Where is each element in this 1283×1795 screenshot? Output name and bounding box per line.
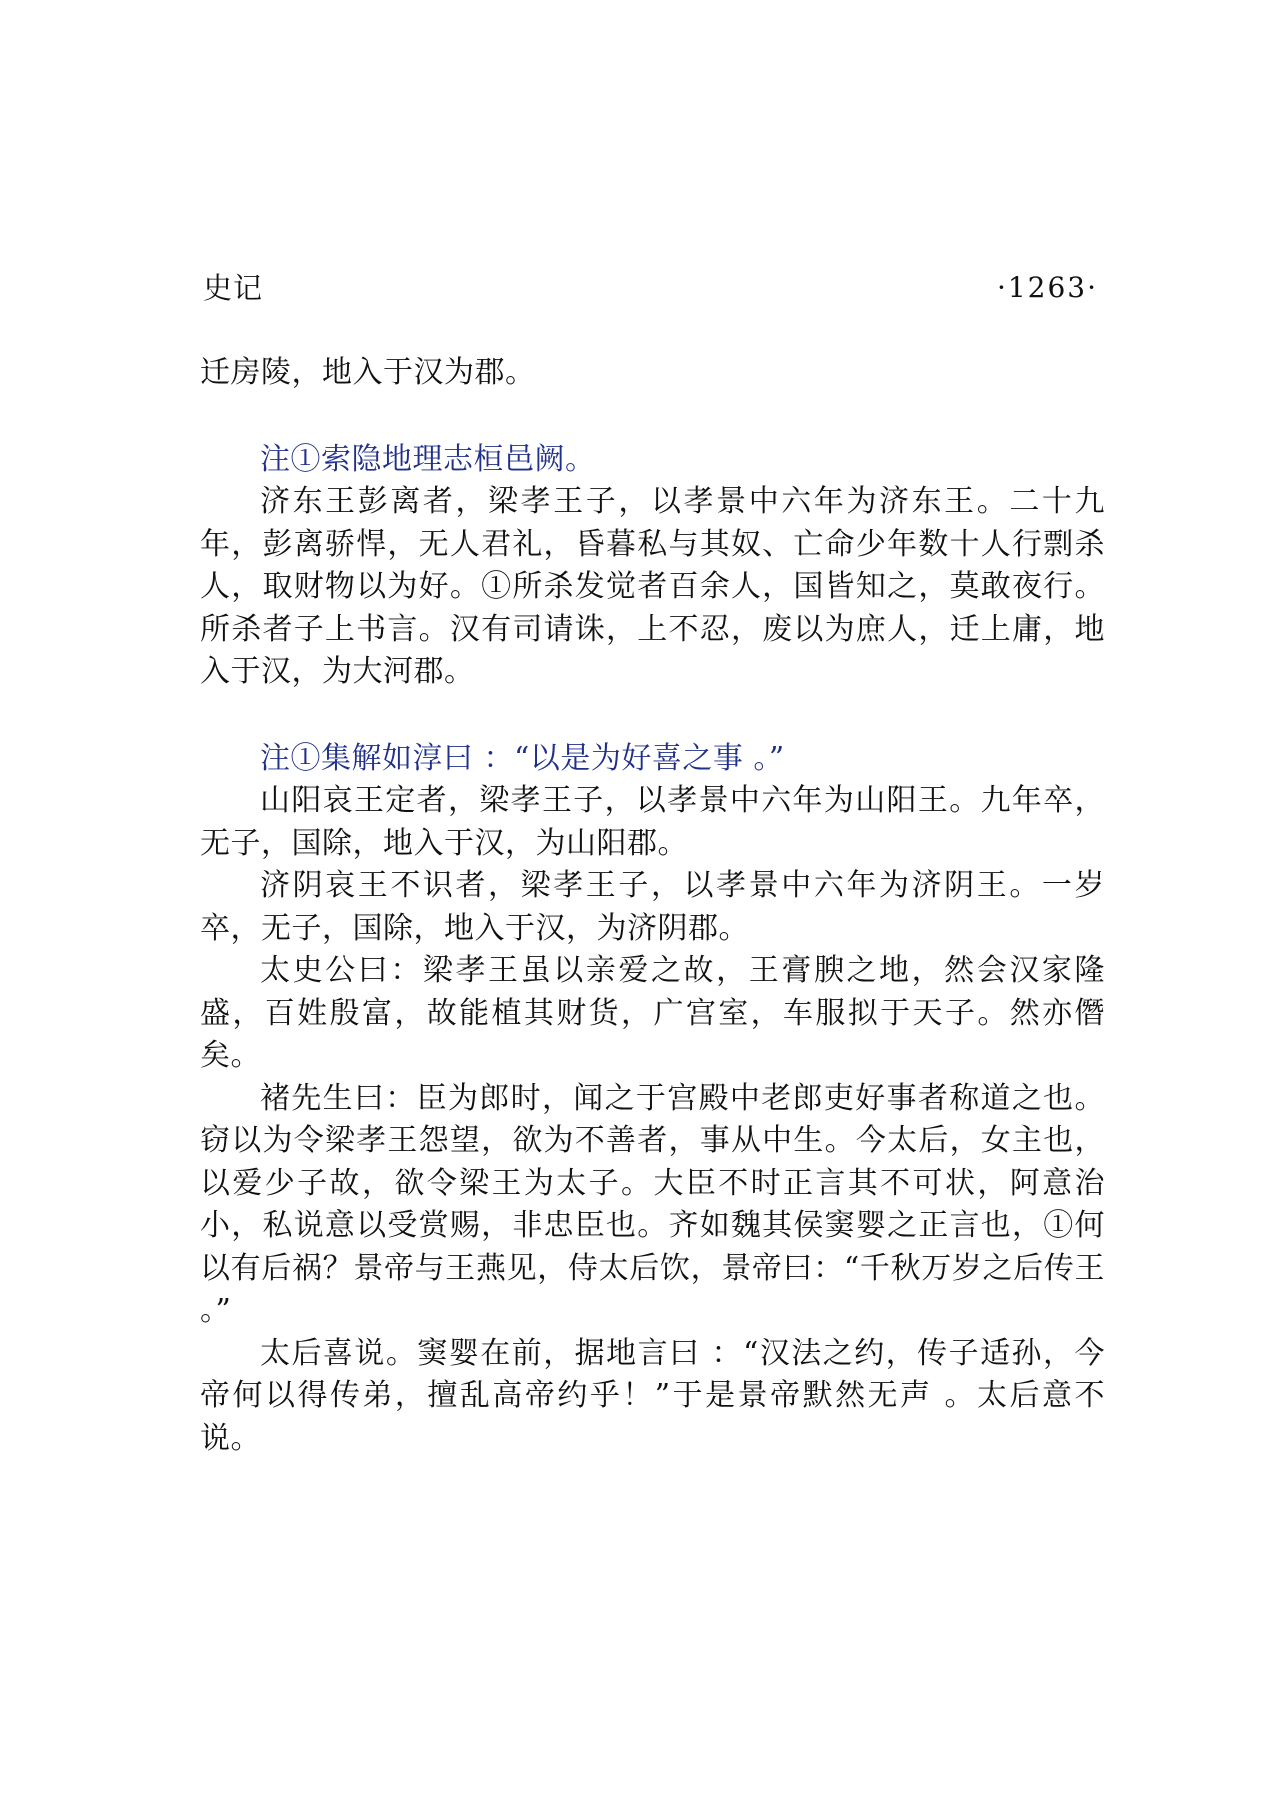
main-text bbox=[200, 352, 1105, 1460]
paragraph: 济东王彭离者，梁孝王子，以孝景中六年为济东王。二十九年，彭离骄悍，无人君礼，昏暮私与其奴、亡命少年数十人行剽杀人，取财物以为好。①所杀发觉者百余人，国皆知之，莫敢夜行。所杀者子上书言。汉有司请诛，上不忍，废以为庶人，迁上庸，地入于汉，为大河郡。 bbox=[200, 484, 1105, 689]
paragraph: 山阳哀王定者，梁孝王子，以孝景中六年为山阳王。九年卒，无子，国除，地入于汉，为山阳郡。 bbox=[200, 783, 1105, 861]
paragraph: 太后喜说。窦婴在前，据地言曰 ：“汉法之约，传子适孙，今帝何以得传弟，擅乱高帝约乎！”于是景帝默然无声 。太后意不说。 bbox=[200, 1335, 1105, 1456]
book-title: 史记 bbox=[203, 271, 264, 305]
paragraph-continuation: 迁房陵，地入于汉为郡。 bbox=[200, 355, 536, 390]
paragraph: 褚先生曰：臣为郎时，闻之于宫殿中老郎吏好事者称道之也。窃以为令梁孝王怨望，欲为不善者，事从中生。今太后，女主也，以爱少子故，欲令梁王为太子。大臣不时正言其不可状，阿意治小，私说意以受赏赐，非忠臣也。齐如魏其侯窦婴之正言也，①何以有后祸？景帝与王燕见，侍太后饮，景帝曰：“千秋万岁之后传王 。” bbox=[200, 1080, 1105, 1328]
spacer bbox=[200, 694, 1105, 738]
page-number: ·1263· bbox=[996, 271, 1098, 304]
spacer bbox=[200, 395, 1105, 439]
paragraph: 济阴哀王不识者，梁孝王子，以孝景中六年为济阴王。一岁卒，无子，国除，地入于汉，为济阴郡。 bbox=[200, 868, 1105, 946]
paragraph: 太史公曰：梁孝王虽以亲爱之故，王膏腴之地，然会汉家隆盛，百姓殷富，故能植其财货，广宫室，车服拟于天子。然亦僭矣。 bbox=[200, 953, 1105, 1073]
page-header bbox=[203, 268, 1098, 312]
footnote: 注①索隐地理志桓邑阙。 bbox=[260, 441, 596, 477]
footnote: 注①集解如淳曰 ：“以是为好喜之事 。” bbox=[260, 740, 785, 776]
